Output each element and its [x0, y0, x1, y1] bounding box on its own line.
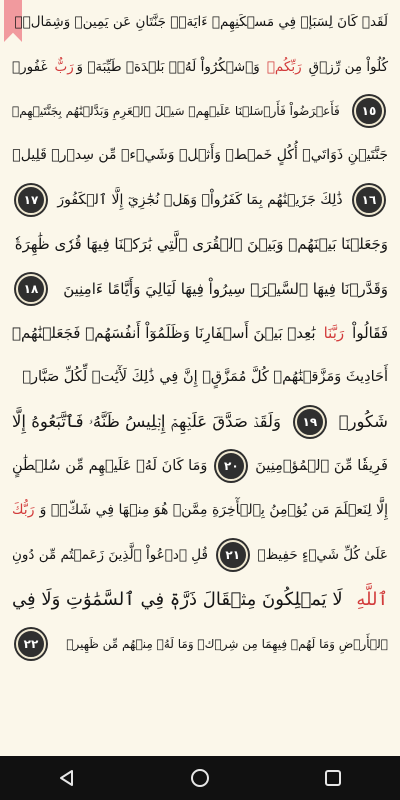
verse-text: إِلَّا لِنَعۡلَمَ مَن يُؤۡمِنُ بِٱلۡأٓخِرَةِ مِمَّنۡ هُوَ مِنۡهَا فِي شَكّٖۗ وَ — [39, 502, 388, 519]
divine-name-text: رَبُّكَ — [12, 502, 35, 519]
ayah-number-marker[interactable]: ١٥ — [354, 96, 384, 126]
recents-button[interactable] — [303, 756, 363, 800]
quran-line[interactable] — [8, 621, 392, 665]
verse-text: وَلَقَدۡ صَدَّقَ عَلَيۡهِمۡ إِبۡلِيسُ ظَنَّهُۥ فَٱتَّبَعُوهُ إِلَّا — [12, 411, 287, 431]
back-button[interactable] — [37, 756, 97, 800]
verse-text: فَقَالُواْ — [347, 323, 388, 342]
quran-line[interactable] — [8, 266, 392, 310]
verse-text: ذَٰلِكَ جَزَيۡنَٰهُم بِمَا كَفَرُواْۖ وَهَلۡ نُجَٰزِيٓ إِلَّا ٱلۡكَفُورَ — [52, 191, 348, 208]
quran-line[interactable] — [8, 577, 392, 621]
quran-line[interactable] — [8, 533, 392, 577]
ayah-number-marker[interactable]: ١٩ — [295, 407, 325, 437]
verse-text: وَقَدَّرۡنَا فِيهَا ٱلسَّيۡرَۖ سِيرُواْ فِيهَا لَيَالِيَ وَأَيَّامًا ءَامِنِينَ — [58, 279, 388, 298]
ayah-number-marker[interactable]: ١٧ — [16, 185, 46, 215]
verse-text: وَمَا كَانَ لَهُۥ عَلَيۡهِم مِّن سُلۡطَٰنٍ — [12, 458, 212, 475]
divine-name-text: رَبِّكُمۡ — [266, 58, 302, 75]
divine-name-text: رَبٌّ — [54, 58, 74, 75]
verse-text: فَرِيقٗا مِّنَ ٱلۡمُؤۡمِنِينَ — [250, 458, 388, 475]
verse-text: لَا يَمۡلِكُونَ مِثۡقَالَ ذَرَّةٖ فِي ٱلسَّمَٰوَٰتِ وَلَا فِي — [12, 588, 349, 610]
quran-line[interactable] — [8, 222, 392, 266]
quran-line[interactable] — [8, 89, 392, 133]
quran-line[interactable] — [8, 444, 392, 488]
quran-line[interactable] — [8, 44, 392, 88]
recents-icon — [324, 769, 342, 787]
quran-line[interactable] — [8, 0, 392, 44]
verse-text: لَقَدۡ كَانَ لِسَبَإٖ فِي مَسۡكَنِهِمۡ ءَايَةٞۖ جَنَّتَانِ عَن يَمِينٖ وَشِمَالٖۖ — [14, 14, 388, 31]
quran-line[interactable] — [8, 400, 392, 444]
home-button[interactable] — [170, 756, 230, 800]
ayah-number-marker[interactable]: ٢٢ — [16, 629, 46, 659]
verse-text: ٱلۡأَرۡضِ وَمَا لَهُمۡ فِيهِمَا مِن شِرۡكٖ وَمَا لَهُۥ مِنۡهُم مِّن ظَهِيرٖ — [62, 636, 388, 651]
verse-text: عَلَىٰ كُلِّ شَيۡءٍ حَفِيظٞ — [253, 546, 388, 563]
home-icon — [190, 768, 210, 788]
verse-text: فَأَعۡرَضُواْ فَأَرۡسَلۡنَا عَلَيۡهِمۡ سَيۡلَ ٱلۡعَرِمِ وَبَدَّلۡنَٰهُم بِجَنَّتَيۡهِمۡ — [12, 103, 344, 118]
verse-text: أَحَادِيثَ وَمَزَّقۡنَٰهُمۡ كُلَّ مُمَزَّقٍۚ إِنَّ فِي ذَٰلِكَ لَأٓيَٰتٖ لِّكُلِّ صَبَّارٖ — [22, 369, 388, 386]
ayah-number-marker[interactable]: ٢٠ — [216, 451, 246, 481]
quran-line[interactable] — [8, 133, 392, 177]
ayah-number-marker[interactable]: ١٨ — [16, 274, 46, 304]
divine-name-text: ٱللَّهِ — [356, 588, 388, 610]
ayah-number-marker[interactable]: ٢١ — [218, 540, 248, 570]
ayah-number-marker[interactable]: ١٦ — [354, 185, 384, 215]
quran-text — [8, 0, 392, 756]
divine-name-text: رَبَّنَا — [323, 323, 345, 342]
verse-text: قُلِ ٱدۡعُواْ ٱلَّذِينَ زَعَمۡتُم مِّن دُونِ — [12, 546, 213, 563]
verse-text: بَٰعِدۡ بَيۡنَ أَسۡفَارِنَا وَظَلَمُوٓاْ أَنفُسَهُمۡ فَجَعَلۡنَٰهُمۡ — [12, 323, 321, 342]
verse-text: وَٱشۡكُرُواْ لَهُۥۚ بَلۡدَةٞ طَيِّبَةٞ وَ — [76, 58, 265, 75]
system-navigation-bar — [0, 756, 400, 800]
verse-text: غَفُورٞ — [12, 58, 52, 75]
back-icon — [58, 769, 76, 787]
quran-line[interactable] — [8, 488, 392, 532]
quran-line[interactable] — [8, 178, 392, 222]
quran-line[interactable] — [8, 311, 392, 355]
verse-text: كُلُواْ مِن رِّزۡقِ — [304, 58, 388, 75]
verse-text: وَجَعَلۡنَا بَيۡنَهُمۡ وَبَيۡنَ ٱلۡقُرَى ٱلَّتِي بَٰرَكۡنَا فِيهَا قُرٗى ظَٰهِرَةٗ — [14, 235, 388, 254]
quran-line[interactable] — [8, 355, 392, 399]
verse-text: جَنَّتَيۡنِ ذَوَاتَيۡ أُكُلٍ خَمۡطٖ وَأَثۡلٖ وَشَيۡءٖ مِّن سِدۡرٖ قَلِيلٖ — [12, 147, 388, 164]
verse-text: شَكُورٖ — [333, 412, 388, 432]
